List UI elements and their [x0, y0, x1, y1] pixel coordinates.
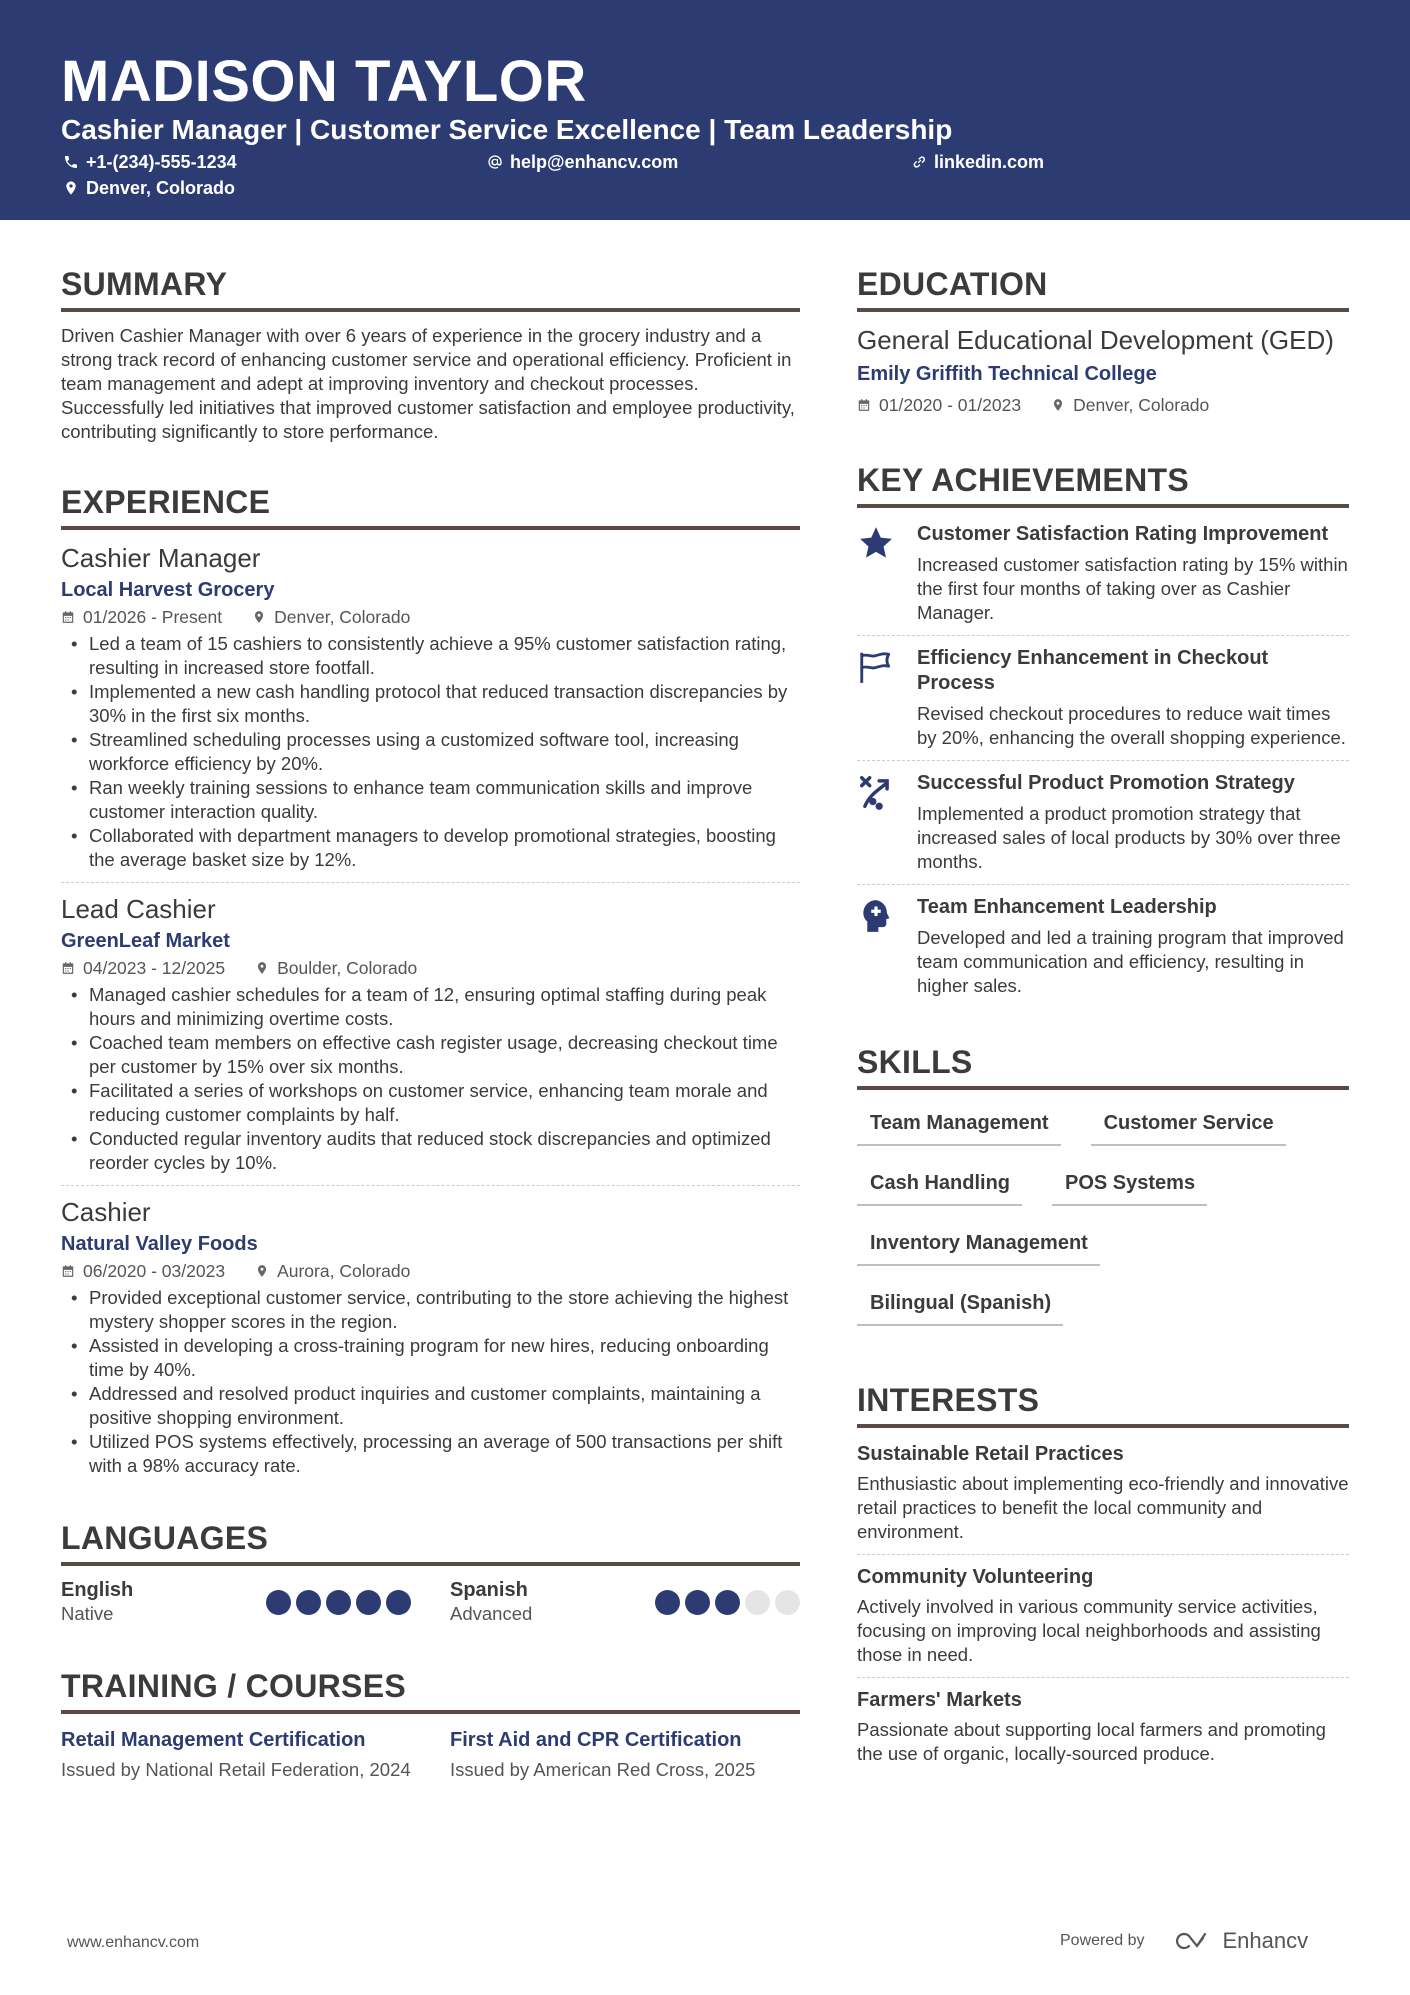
achievement-desc: Developed and led a training program that improved team communication and efficiency, resulting in higher sales. — [917, 927, 1344, 996]
job-bullets — [61, 1286, 800, 1478]
achievement-title: Efficiency Enhancement in Checkout Process — [917, 647, 1269, 694]
job-meta — [61, 604, 800, 630]
job-entry — [61, 1185, 800, 1488]
achievement-icon-wrap — [857, 646, 917, 750]
achievements-heading: KEY ACHIEVEMENTS — [857, 458, 1349, 508]
achievement-desc: Implemented a product promotion strategy that increased sales of local products by 30% over three months. — [917, 803, 1341, 872]
achievements-list — [857, 512, 1349, 1008]
job-dates: 06/2020 - 03/2023 — [83, 1261, 226, 1281]
location-pin-icon — [255, 1264, 269, 1278]
powered-by-text: Powered by — [1060, 1932, 1145, 1949]
job-bullet: • Coached team members on effective cash register usage, decreasing checkout time per customer by 15% over six months. — [61, 1031, 800, 1079]
interest-desc: Enthusiastic about implementing eco-friendly and innovative retail practices to benefit the local community and environment. — [857, 1473, 1349, 1542]
email-text: help@enhancv.com — [510, 152, 679, 172]
job-company: GreenLeaf Market — [61, 930, 230, 952]
phone-icon — [63, 154, 79, 170]
job-bullet: • Facilitated a series of workshops on customer service, enhancing team morale and reducing customer complaints by half. — [61, 1079, 800, 1127]
calendar-icon — [61, 1264, 75, 1278]
footer-branding[interactable] — [1060, 1928, 1308, 1954]
calendar-icon — [61, 961, 75, 975]
right-column — [857, 262, 1349, 1776]
contact-location — [63, 177, 235, 199]
language-rating — [650, 1590, 800, 1615]
job-bullet: • Provided exceptional customer service, contributing to the store achieving the highest mystery shopper scores in the region. — [61, 1286, 800, 1334]
language-item — [61, 1578, 411, 1626]
course-title: Retail Management Certification — [61, 1729, 366, 1751]
skill-tag: Customer Service — [1091, 1102, 1286, 1146]
flag-icon — [857, 648, 895, 686]
rating-dot — [266, 1590, 291, 1615]
job-bullet: • Implemented a new cash handling protocol that reduced transaction discrepancies by 30% in the first six months. — [61, 680, 800, 728]
interests-heading: INTERESTS — [857, 1378, 1349, 1428]
language-name: Spanish — [450, 1579, 528, 1601]
head-icon — [857, 897, 895, 935]
brand-name: Enhancv — [1222, 1928, 1309, 1953]
interest-desc: Passionate about supporting local farmers and promoting the use of organic, locally-sourced produce. — [857, 1719, 1326, 1764]
interest-item — [857, 1555, 1349, 1678]
skill-tag: Team Management — [857, 1102, 1061, 1146]
achievement-item — [857, 636, 1349, 761]
education-degree: General Educational Development (GED) — [857, 325, 1334, 355]
rating-dot — [356, 1590, 381, 1615]
languages-heading: LANGUAGES — [61, 1516, 800, 1566]
education-location: Denver, Colorado — [1073, 395, 1210, 415]
rating-dot — [296, 1590, 321, 1615]
location-pin-icon — [255, 961, 269, 975]
achievement-title: Customer Satisfaction Rating Improvement — [917, 523, 1329, 545]
interest-desc: Actively involved in various community service activities, focusing on improving local neighborhoods and assisting those in need. — [857, 1596, 1321, 1665]
rating-dot — [685, 1590, 710, 1615]
footer-website[interactable]: www.enhancv.com — [67, 1934, 200, 1951]
resume-header — [0, 0, 1410, 220]
language-text — [450, 1578, 532, 1626]
course-title: First Aid and CPR Certification — [450, 1729, 742, 1751]
location-pin-icon — [252, 610, 266, 624]
job-title: Lead Cashier — [61, 894, 216, 924]
job-location-wrap — [255, 955, 417, 981]
skill-tag: Bilingual (Spanish) — [857, 1282, 1063, 1326]
location-pin-icon — [1051, 398, 1065, 412]
skills-heading: SKILLS — [857, 1040, 1349, 1090]
education-school: Emily Griffith Technical College — [857, 363, 1157, 385]
job-bullet: • Utilized POS systems effectively, processing an average of 500 transactions per shift with a 98% accuracy rate. — [61, 1430, 800, 1478]
interest-item — [857, 1432, 1349, 1555]
enhancv-logo-icon — [1171, 1930, 1215, 1952]
job-location: Aurora, Colorado — [277, 1261, 411, 1281]
language-name: English — [61, 1579, 134, 1601]
link-icon — [911, 154, 927, 170]
location-text: Denver, Colorado — [86, 178, 236, 198]
job-company: Local Harvest Grocery — [61, 579, 275, 601]
job-bullet: • Assisted in developing a cross-training program for new hires, reducing onboarding time by 40%. — [61, 1334, 800, 1382]
left-column — [61, 262, 800, 1782]
job-title: Cashier Manager — [61, 543, 261, 573]
strategy-icon — [857, 773, 895, 811]
summary-heading: SUMMARY — [61, 262, 800, 312]
job-bullet: • Ran weekly training sessions to enhance team communication skills and improve customer interaction quality. — [61, 776, 800, 824]
achievement-desc: Revised checkout procedures to reduce wait times by 20%, enhancing the overall shopping experience. — [917, 703, 1346, 748]
achievement-body — [917, 522, 1349, 625]
rating-dot — [775, 1590, 800, 1615]
contact-phone[interactable] — [63, 151, 237, 173]
job-entry — [61, 542, 800, 882]
skill-tag: POS Systems — [1052, 1162, 1207, 1206]
achievement-title: Successful Product Promotion Strategy — [917, 772, 1295, 794]
interest-item — [857, 1678, 1349, 1776]
education-location-wrap — [1051, 392, 1209, 418]
course-item — [450, 1726, 800, 1782]
calendar-icon — [61, 610, 75, 624]
course-issuer: Issued by American Red Cross, 2025 — [450, 1759, 756, 1780]
achievement-desc: Increased customer satisfaction rating by 15% within the first four months of taking over as Cashier Manager. — [917, 554, 1348, 623]
achievement-item — [857, 761, 1349, 885]
achievement-body — [917, 771, 1349, 874]
interest-title: Community Volunteering — [857, 1566, 1094, 1588]
language-text — [61, 1578, 133, 1626]
job-location: Boulder, Colorado — [277, 958, 418, 978]
job-meta — [61, 1258, 800, 1284]
achievement-item — [857, 512, 1349, 636]
job-bullets — [61, 632, 800, 872]
candidate-name: MADISON TAYLOR — [61, 49, 587, 114]
skills-list — [857, 1102, 1349, 1342]
job-title: Cashier — [61, 1197, 151, 1227]
interest-title: Farmers' Markets — [857, 1689, 1022, 1711]
job-bullet: • Collaborated with department managers to develop promotional strategies, boosting the average basket size by 12%. — [61, 824, 800, 872]
job-bullets — [61, 983, 800, 1175]
achievement-body — [917, 646, 1349, 750]
achievement-icon-wrap — [857, 771, 917, 874]
rating-dot — [715, 1590, 740, 1615]
education-heading: EDUCATION — [857, 262, 1349, 312]
job-location: Denver, Colorado — [274, 607, 411, 627]
job-location-wrap — [255, 1258, 410, 1284]
job-bullet: • Conducted regular inventory audits that reduced stock discrepancies and optimized reorder cycles by 10%. — [61, 1127, 800, 1175]
at-icon — [487, 154, 503, 170]
linkedin-text: linkedin.com — [934, 152, 1045, 172]
achievement-body — [917, 895, 1349, 998]
rating-dot — [386, 1590, 411, 1615]
achievement-title: Team Enhancement Leadership — [917, 896, 1217, 918]
education-dates: 01/2020 - 01/2023 — [879, 395, 1022, 415]
rating-dot — [745, 1590, 770, 1615]
training-heading: TRAINING / COURSES — [61, 1664, 800, 1714]
job-dates: 01/2026 - Present — [83, 607, 223, 627]
achievement-icon-wrap — [857, 895, 917, 998]
languages-list — [61, 1578, 800, 1626]
job-meta — [61, 955, 800, 981]
language-item — [450, 1578, 800, 1626]
job-bullet: • Managed cashier schedules for a team of 12, ensuring optimal staffing during peak hours and minimizing overtime costs. — [61, 983, 800, 1031]
achievement-item — [857, 885, 1349, 1008]
job-dates: 04/2023 - 12/2025 — [83, 958, 226, 978]
education-meta — [857, 392, 1349, 418]
contact-email[interactable] — [487, 151, 678, 173]
calendar-icon — [857, 398, 871, 412]
rating-dot — [655, 1590, 680, 1615]
job-company: Natural Valley Foods — [61, 1233, 258, 1255]
language-rating — [261, 1590, 411, 1615]
skill-tag: Cash Handling — [857, 1162, 1022, 1206]
skill-tag: Inventory Management — [857, 1222, 1100, 1266]
achievement-icon-wrap — [857, 522, 917, 625]
course-issuer: Issued by National Retail Federation, 2024 — [61, 1759, 411, 1780]
rating-dot — [326, 1590, 351, 1615]
job-bullet: • Addressed and resolved product inquiries and customer complaints, maintaining a positive shopping environment. — [61, 1382, 800, 1430]
language-level: Native — [61, 1603, 114, 1624]
location-pin-icon — [63, 180, 79, 196]
course-item — [61, 1726, 411, 1782]
job-entry — [61, 882, 800, 1185]
phone-text: +1-(234)-555-1234 — [86, 152, 237, 172]
job-bullet: • Streamlined scheduling processes using a customized software tool, increasing workforce efficiency by 20%. — [61, 728, 800, 776]
star-icon — [857, 524, 895, 562]
language-level: Advanced — [450, 1603, 533, 1624]
courses-list — [61, 1726, 800, 1782]
interests-list — [857, 1432, 1349, 1776]
experience-heading: EXPERIENCE — [61, 480, 800, 530]
job-bullet: • Led a team of 15 cashiers to consistently achieve a 95% customer satisfaction rating, resulting in increased store footfall. — [61, 632, 800, 680]
candidate-headline: Cashier Manager | Customer Service Excellence | Team Leadership — [61, 114, 953, 145]
summary-text: Driven Cashier Manager with over 6 years of experience in the grocery industry and a strong track record of enhancing customer service and operational efficiency. Proficient in team management and adept at improving inventory and checkout processes. Successfully led initiatives that improved customer satisfaction and employee productivity, contributing significantly to store performance. — [61, 325, 795, 442]
interest-title: Sustainable Retail Practices — [857, 1443, 1124, 1465]
job-location-wrap — [252, 604, 410, 630]
contact-linkedin[interactable] — [911, 151, 1044, 173]
